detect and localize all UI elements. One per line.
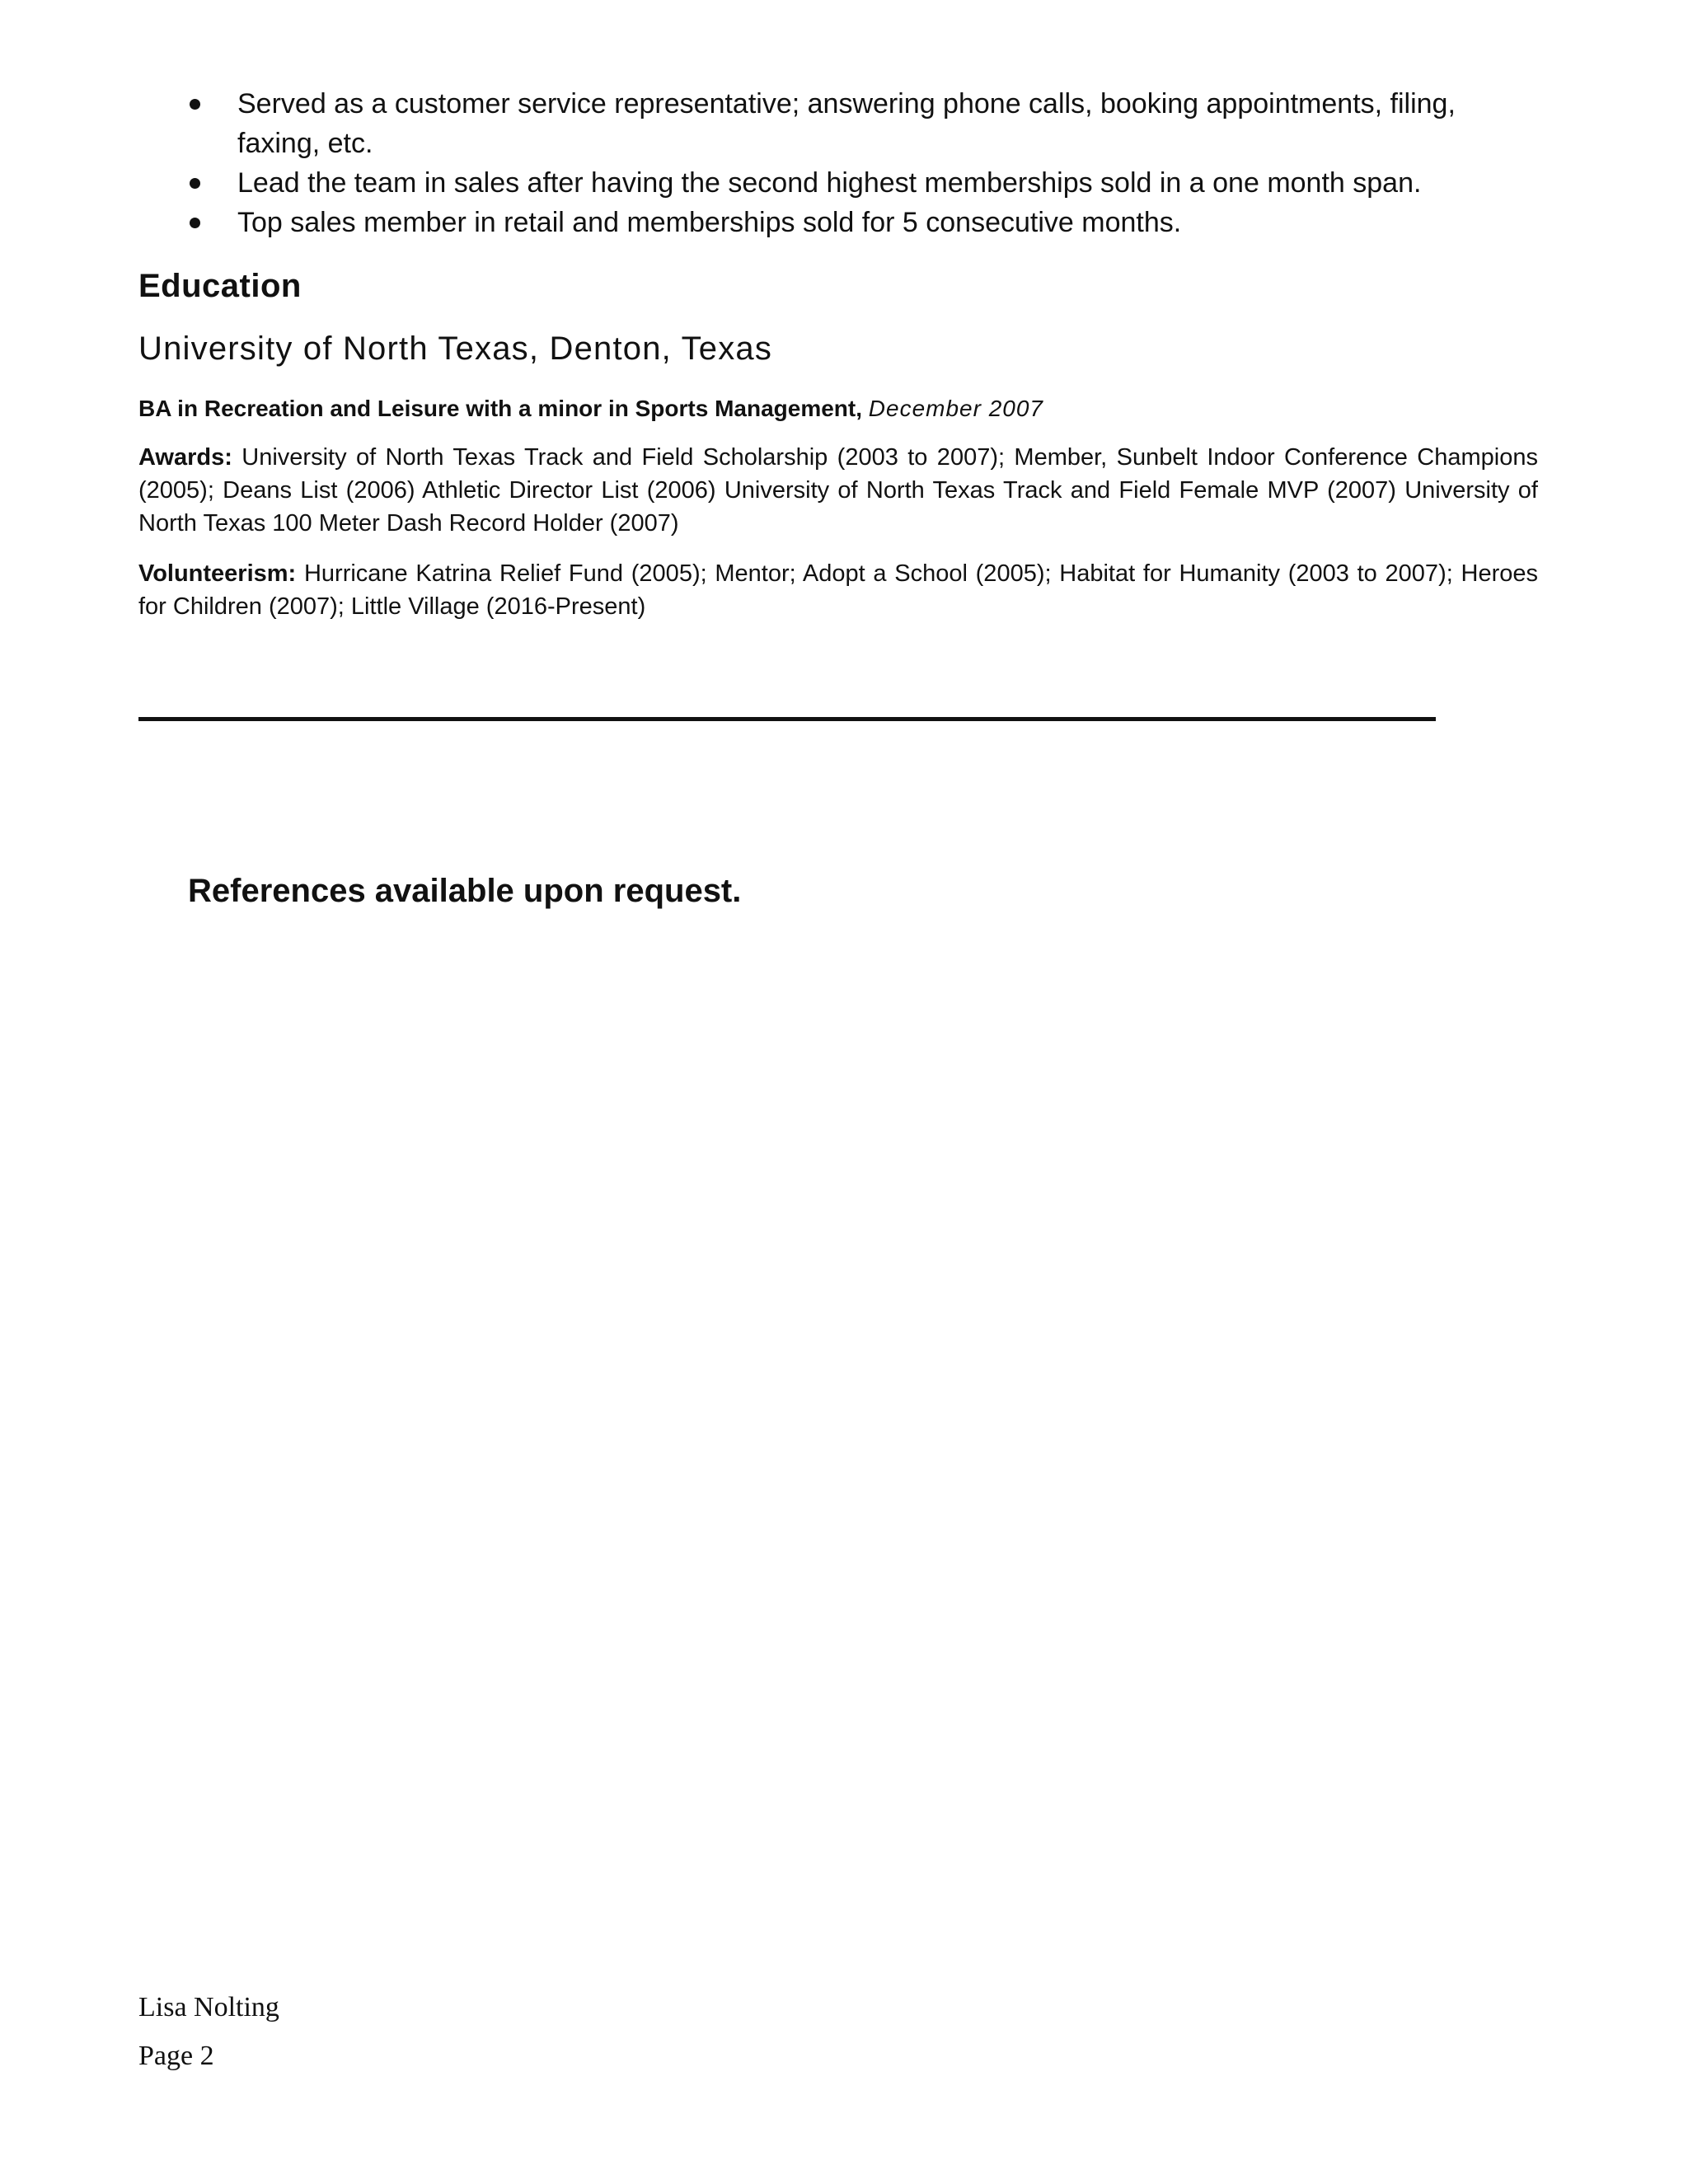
- volunteerism-paragraph: [138, 557, 1538, 623]
- degree-name: BA in Recreation and Leisure with a minor in Sports Management,: [138, 396, 862, 421]
- bullet-icon: [190, 99, 200, 110]
- awards-text: University of North Texas Track and Field Scholarship (2003 to 2007); Member, Sunbelt Indoor Conference Champions (2005); Deans List (2006) Athletic Director List (2006) University of North Texas Track and Field Female MVP (2007) University of North Texas 100 Meter Dash Record Holder (2007): [138, 444, 1538, 537]
- experience-bullet: [190, 163, 1525, 203]
- experience-bullet: [190, 203, 1525, 242]
- volunteerism-label: Volunteerism:: [138, 560, 297, 587]
- degree-line: [138, 393, 1043, 424]
- education-heading: Education: [138, 268, 302, 304]
- experience-bullet: [190, 84, 1525, 163]
- bullet-text: Served as a customer service representative; answering phone calls, booking appointments, filing, faxing, etc.: [237, 88, 1456, 159]
- experience-bullet-list: [190, 84, 1525, 242]
- horizontal-divider: [138, 717, 1436, 721]
- bullet-text: Top sales member in retail and memberships sold for 5 consecutive months.: [237, 207, 1182, 238]
- references-statement: References available upon request.: [188, 873, 742, 909]
- school-name: University of North Texas, Denton, Texas: [138, 330, 773, 367]
- bullet-icon: [190, 218, 200, 228]
- degree-date: December 2007: [868, 396, 1044, 421]
- bullet-icon: [190, 178, 200, 189]
- volunteerism-text: Hurricane Katrina Relief Fund (2005); Mentor; Adopt a School (2005); Habitat for Humanity (2003 to 2007); Heroes for Children (2007); Little Village (2016-Present): [138, 560, 1539, 620]
- footer-page-number: Page 2: [138, 2041, 214, 2071]
- awards-paragraph: [138, 441, 1538, 540]
- bullet-text: Lead the team in sales after having the second highest memberships sold in a one month span.: [237, 167, 1422, 199]
- footer-name: Lisa Nolting: [138, 1992, 279, 2022]
- awards-label: Awards:: [138, 444, 232, 471]
